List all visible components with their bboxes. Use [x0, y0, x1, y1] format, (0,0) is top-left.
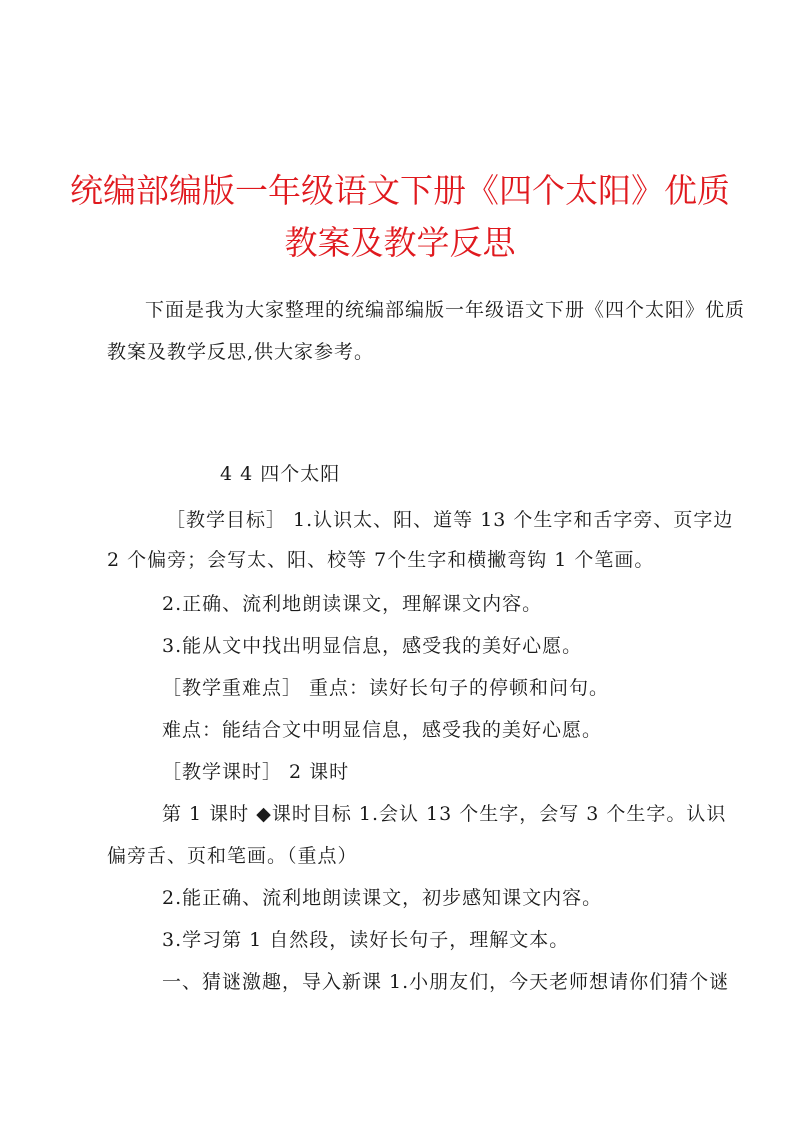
teaching-goal-line-1: ［教学目标］ 1.认识太、阳、道等 13 个生字和舌字旁、页字边: [166, 509, 734, 531]
period1-goal-line-1: 第 1 课时 ◆课时目标 1.会认 13 个生字，会写 3 个生字。认识: [162, 803, 727, 825]
class-hours: ［教学课时］ 2 课时: [162, 761, 350, 783]
document-title-line-2: 教案及教学反思: [284, 223, 516, 262]
document-title-line-1: 统编部编版一年级语文下册《四个太阳》优质: [70, 171, 730, 210]
key-point: ［教学重难点］ 重点：读好长句子的停顿和问句。: [162, 677, 610, 699]
teaching-goal-3: 3.能从文中找出明显信息，感受我的美好心愿。: [162, 635, 583, 657]
teaching-goal-2: 2.正确、流利地朗读课文，理解课文内容。: [162, 593, 543, 615]
step-1: 一、猜谜激趣，导入新课 1.小朋友们，今天老师想请你们猜个谜: [162, 971, 730, 993]
period1-goal-line-2: 偏旁舌、页和笔画。（重点）: [107, 845, 358, 867]
intro-line-2: 教案及教学反思,供大家参考。: [107, 341, 375, 363]
period1-goal-3: 3.学习第 1 自然段，读好长句子，理解文本。: [162, 929, 570, 951]
intro-line-1: 下面是我为大家整理的统编部编版一年级语文下册《四个太阳》优质: [145, 299, 746, 321]
difficulty: 难点：能结合文中明显信息，感受我的美好心愿。: [162, 719, 603, 741]
lesson-heading: 4 4 四个太阳: [220, 463, 341, 485]
teaching-goal-line-2: 2 个偏旁；会写太、阳、校等 7个生字和横撇弯钩 1 个笔画。: [107, 549, 655, 571]
period1-goal-2: 2.能正确、流利地朗读课文，初步感知课文内容。: [162, 887, 603, 909]
